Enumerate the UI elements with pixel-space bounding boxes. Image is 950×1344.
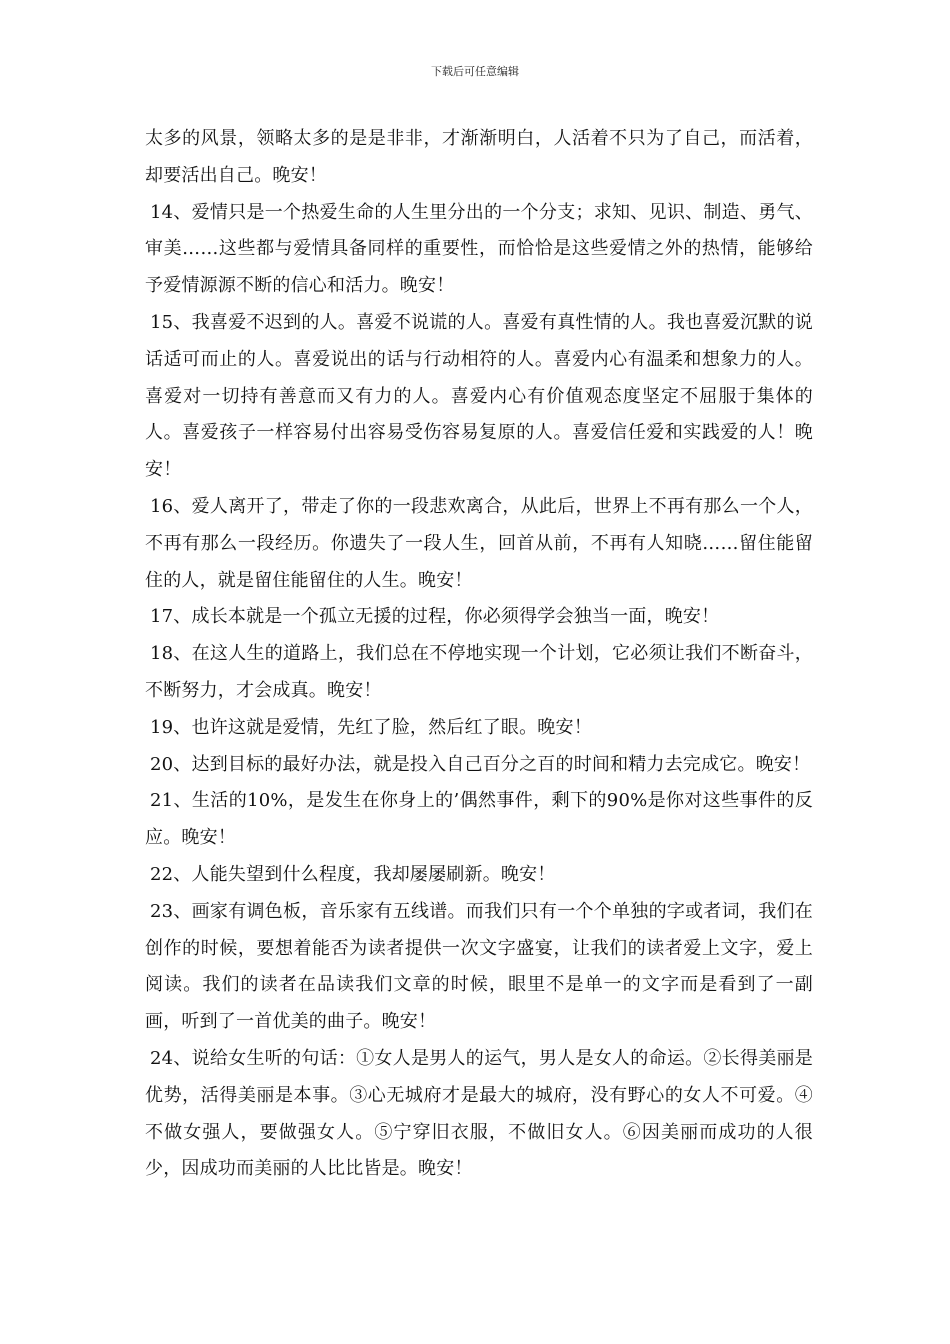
paragraph-continuation: 太多的风景，领略太多的是是非非，才渐渐明白，人活着不只为了自己，而活着，却要活出自己。晚安！	[145, 128, 813, 186]
paragraph-16: 16、爱人离开了，带走了你的一段悲欢离合，从此后，世界上不再有那么一个人，不再有那么一段经历。你遗失了一段人生，回首从前，不再有人知晓……留住能留住的人，就是留住能留住的人生。晚安！	[145, 495, 813, 591]
paragraph-19: 19、也许这就是爱情，先红了脸，然后红了眼。晚安！	[150, 716, 592, 738]
document-body	[145, 121, 813, 1188]
paragraph-24: 24、说给女生听的句话：①女人是男人的运气，男人是女人的命运。②长得美丽是优势，活得美丽是本事。③心无城府才是最大的城府，没有野心的女人不可爱。④不做女强人，要做强女人。⑤宁穿旧衣服，不做旧女人。⑥因美丽而成功的人很少，因成功而美丽的人比比皆是。晚安！	[145, 1047, 813, 1180]
page-header: 下载后可任意编辑	[431, 65, 519, 78]
paragraph-20: 20、达到目标的最好办法，就是投入自己百分之百的时间和精力去完成它。晚安！	[150, 753, 811, 775]
paragraph-15: 15、我喜爱不迟到的人。喜爱不说谎的人。喜爱有真性情的人。我也喜爱沉默的说话适可而止的人。喜爱说出的话与行动相符的人。喜爱内心有温柔和想象力的人。喜爱对一切持有善意而又有力的人。喜爱内心有价值观态度坚定不屈服于集体的人。喜爱孩子一样容易付出容易受伤容易复原的人。喜爱信任爱和实践爱的人！晚安！	[145, 311, 813, 481]
paragraph-17: 17、成长本就是一个孤立无援的过程，你必须得学会独当一面，晚安！	[150, 606, 720, 628]
paragraph-14: 14、爱情只是一个热爱生命的人生里分出的一个分支；求知、见识、制造、勇气、审美……这些都与爱情具备同样的重要性，而恰恰是这些爱情之外的热情，能够给予爱情源源不断的信心和活力。晚安！	[145, 201, 813, 297]
paragraph-22: 22、人能失望到什么程度，我却屡屡刷新。晚安！	[150, 863, 556, 885]
paragraph-23: 23、画家有调色板，音乐家有五线谱。而我们只有一个个单独的字或者词，我们在创作的时候，要想着能否为读者提供一次文字盛宴，让我们的读者爱上文字，爱上阅读。我们的读者在品读我们文章的时候，眼里不是单一的文字而是看到了一副画，听到了一首优美的曲子。晚安！	[145, 900, 813, 1033]
paragraph-21: 21、生活的10%，是发生在你身上的’偶然事件，剩下的90%是你对这些事件的反应。晚安！	[145, 790, 813, 849]
paragraph-18: 18、在这人生的道路上，我们总在不停地实现一个计划，它必须让我们不断奋斗，不断努力，才会成真。晚安！	[145, 643, 813, 701]
